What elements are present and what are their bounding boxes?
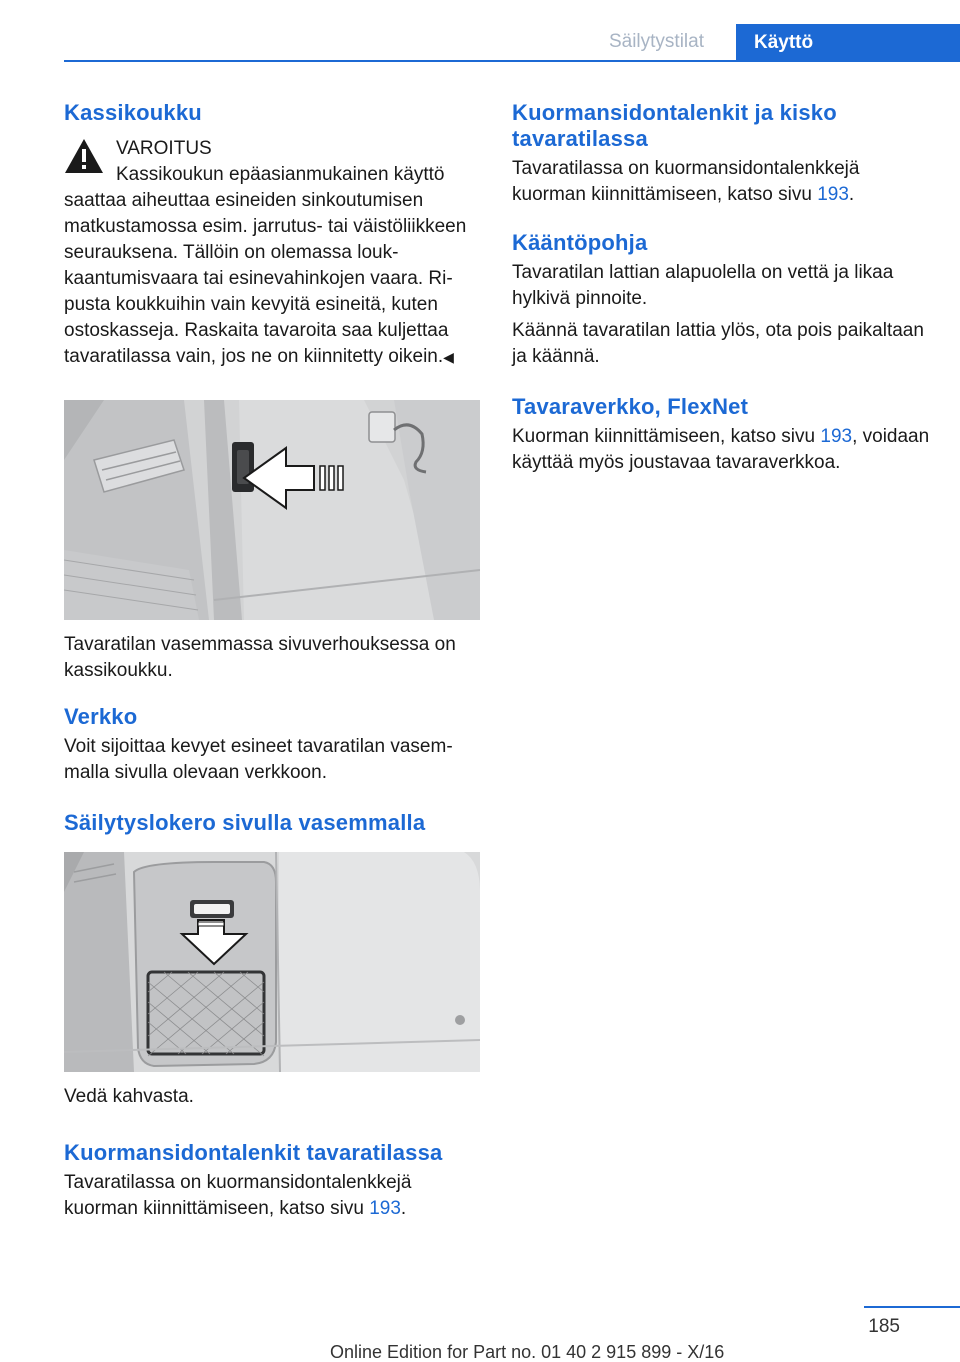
paragraph-tie-downs [64, 1170, 482, 1222]
end-of-warning-icon: ◀ [443, 349, 454, 365]
header-chapter[interactable]: Käyttö [736, 24, 960, 62]
flexnet-text-a: Kuorman kiinnittämiseen, katso sivu [512, 426, 816, 447]
page-link-193[interactable]: 193 [369, 1198, 401, 1219]
paragraph-tie-downs-rail [512, 156, 930, 208]
section-title-storage-compartment: Säilytyslokero sivulla vasemmalla [64, 810, 426, 835]
section-title-verkko: Verkko [64, 704, 138, 729]
page-link-193[interactable]: 193 [820, 426, 853, 447]
paragraph-pull-handle: Vedä kahvasta. [64, 1086, 194, 1107]
section-title-tie-downs-rail: Kuormansidontalenkit ja kisko tavaratilassa [512, 100, 837, 151]
paragraph-net: Voit sijoittaa kevyet esineet tavaratilan vasemmalla sivulla olevaan verkkoon. [64, 736, 453, 783]
footer-rule [864, 1306, 960, 1308]
photo-bag-hook [64, 400, 480, 620]
photo-storage-compartment [64, 852, 480, 1072]
flexnet-text-b: , voidaan käyttää myös joustavaa tavaraverkkoa. [512, 426, 930, 473]
section-title-tie-downs: Kuormansidontalenkit tavaratilassa [64, 1140, 443, 1165]
paragraph-floor-coating: Tavaratilan lattian alapuolella on vettä ja likaa hylkivä pinnoite. [512, 262, 894, 309]
warning-triangle-icon [64, 138, 104, 174]
warning-block [64, 136, 482, 370]
paragraph-bag-hook: Tavaratilan vasemmassa sivuverhouksessa on kassikoukku. [64, 634, 456, 681]
page-link-193[interactable]: 193 [817, 184, 849, 205]
header-rule [64, 60, 960, 62]
tie-downs-rail-period: . [848, 184, 855, 205]
section-title-kassikoukku: Kassikoukku [64, 100, 202, 125]
section-title-kaantopohja: Kääntöpohja [512, 230, 648, 255]
page-number: 185 [868, 1316, 900, 1337]
tie-downs-text: Tavaratilassa on kuormansidontalenkkejä kuorman kiinnittämiseen, katso sivu [64, 1172, 412, 1219]
section-title-flexnet: Tavaraverkko, FlexNet [512, 394, 749, 419]
tie-downs-period: . [400, 1198, 407, 1219]
paragraph-floor-turn: Käännä tavaratilan lattia ylös, ota pois paikaltaan ja käännä. [512, 320, 924, 367]
footer-edition: Online Edition for Part no. 01 40 2 915 899 - X/16 [330, 1342, 725, 1362]
header-section[interactable]: Säilytystilat [608, 31, 704, 52]
right-column [512, 100, 930, 476]
page-header [64, 24, 960, 62]
left-column [64, 100, 482, 1222]
warning-text-first: Kassikoukun epäasianmukainen käyttö [116, 164, 445, 185]
warning-label: VAROITUS [116, 138, 212, 159]
tie-downs-rail-text: Tavaratilassa on kuormansidontalenkkejä kuorman kiinnittämiseen, katso sivu [512, 158, 860, 205]
warning-text [64, 188, 482, 370]
warning-text-rest: saattaa aiheuttaa esineiden sinkoutumisen matkustamossa esim. jarrutus- tai väistöliikkeen seurauksena. Tällöin on olemassa loukkaantumisvaara tai esinevahinkojen vaara. Ripusta koukkuihin vain kevyitä esineitä, kuten ostoskasseja. Raskaita tavaroita saa kuljettaa tavaratilassa vain, jos ne on kiinnitetty oikein. [64, 190, 467, 367]
paragraph-flexnet [512, 424, 930, 476]
